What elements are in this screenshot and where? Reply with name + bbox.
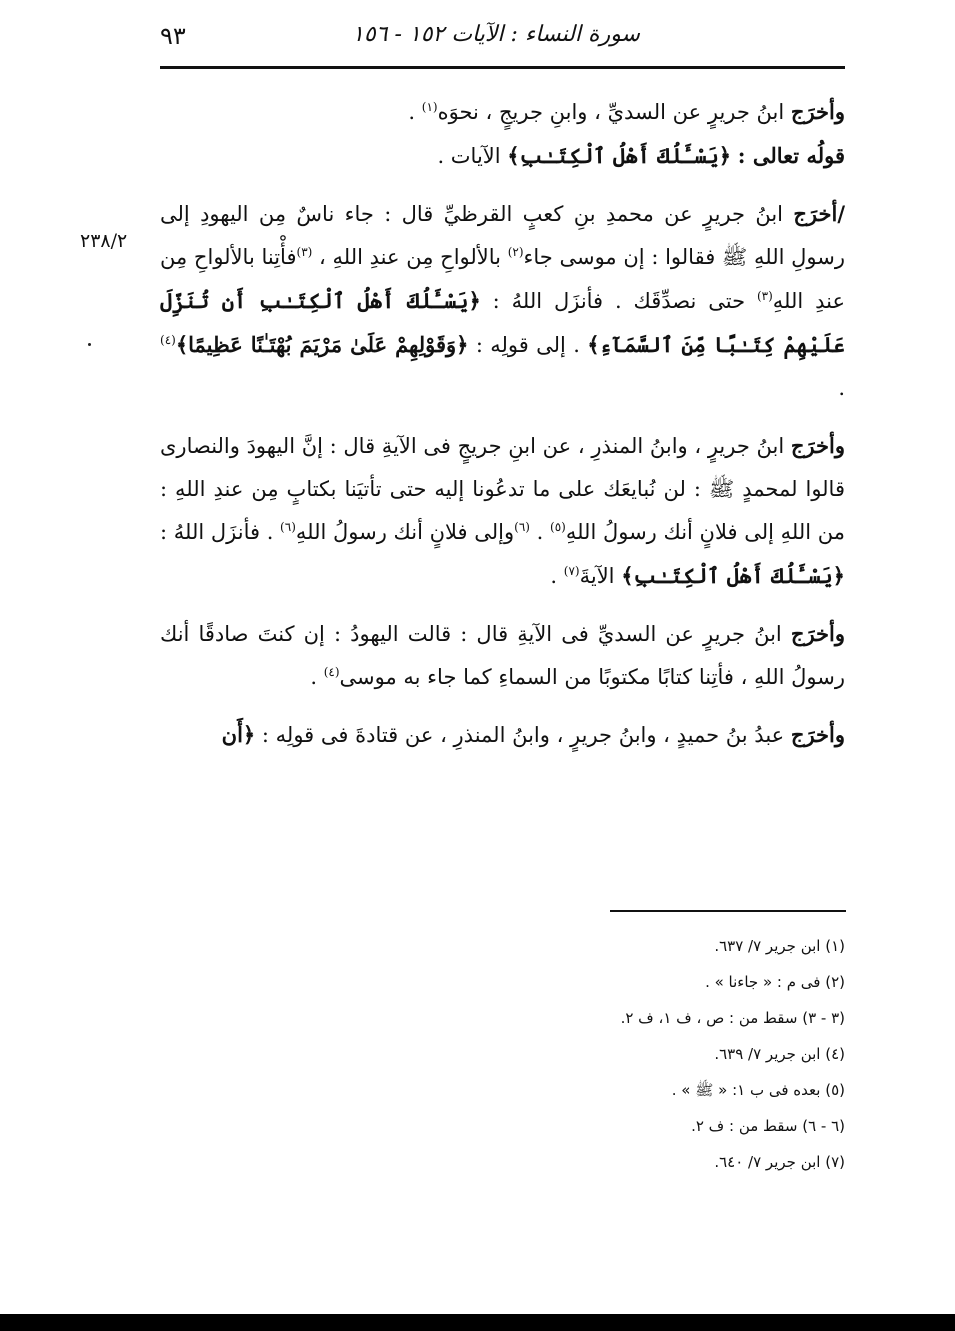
footnote-ref: (٣)	[296, 245, 313, 259]
footnote-ref: (٤)	[160, 333, 176, 347]
footnote-item: (٧) ابن جرير ٧/ ٦٤٠.	[714, 1153, 845, 1171]
paragraph-2	[160, 134, 845, 178]
footnote-item: (٢) فى م : « جاءنا » .	[705, 973, 845, 991]
paragraph-text: ابنُ جريرٍ عن السديِّ ، وابنِ جريجٍ ، نحوَه	[437, 100, 785, 124]
paragraph-tail: .	[310, 665, 324, 689]
lead-word: وأخرَج	[790, 722, 845, 747]
footnotes	[345, 928, 845, 1180]
footnote-ref: (٤)	[323, 665, 340, 679]
quran-quote: ﴿يَسْـَٔلُكَ أَهْلُ ٱلْكِتَـٰبِ﴾	[621, 563, 845, 588]
footnote-item: (٤) ابن جرير ٧/ ٦٣٩.	[714, 1045, 845, 1063]
footnote-ref: (٣)	[756, 289, 773, 303]
margin-reference: ٢٣٨/٢	[80, 230, 128, 252]
margin-dot	[88, 343, 91, 346]
footnote-ref: (٢)	[507, 245, 524, 259]
paragraph-text: الآيات .	[437, 144, 508, 168]
paragraph-text: بالألواحِ مِن عندِ اللهِ ،	[312, 245, 508, 269]
paragraph-6	[160, 713, 845, 757]
running-header	[160, 18, 840, 58]
scan-edge-bar	[0, 1314, 955, 1331]
paragraph-5	[160, 612, 845, 699]
paragraph-tail: .	[550, 564, 564, 588]
paragraph-text: الآيةَ	[579, 564, 622, 588]
chapter-title: سورة النساء : الآيات ١٥٢ - ١٥٦	[352, 22, 640, 47]
lead-word: وأخرَج	[790, 621, 845, 646]
footnote-item: (٣ - ٣) سقط من : ص ، ف ١، ف ٢.	[620, 1009, 845, 1027]
footnote-item: (١) ابن جرير ٧/ ٦٣٧.	[714, 937, 845, 955]
quran-quote: ﴿وَقَوْلِهِمْ عَلَىٰ مَرْيَمَ بُهْتَـٰنًا عَظِيمًا﴾	[175, 332, 469, 357]
paragraph-text: ابنُ جريرٍ عن السديِّ فى الآيةِ قال : قالت اليهودُ : إن كنتَ صادقًا أنك رسولُ اللهِ ، فأتِنا كتابًا مكتوبًا من السماءِ كما جاء به موسى	[160, 622, 845, 689]
paragraph-tail: .	[838, 376, 845, 400]
paragraph-text: ابنُ جريرٍ ، وابنُ المنذرِ ، عن ابنِ جريجٍ فى الآيةِ قال : إنَّ اليهودَ والنصارى قالوا لمحمدٍ ﷺ : لن نُبايعَك على ما تدعُونا إليه حتى تأتيَنا بكتابٍ مِن عندِ اللهِ : من اللهِ إلى فلانٍ أنك رسولُ اللهِ	[160, 434, 846, 544]
paragraph-text: .	[529, 520, 551, 544]
paragraph-3	[160, 192, 845, 410]
quran-quote: ﴿يَسْـَٔلُكَ أَهْلُ ٱلْكِتَـٰبِ أَن تُنَزِّلَ عَلَيْهِمْ كِتَـٰبًا مِّنَ ٱلسَّمَآءِ﴾	[160, 288, 845, 357]
quran-quote: ﴿أَن	[221, 722, 256, 747]
footnote-rule	[610, 910, 846, 912]
lead-word: قولُه تعالى :	[737, 143, 845, 168]
footnote-ref: (٦)	[280, 520, 296, 534]
paragraph-text: . فأنزَل اللهُ :	[160, 520, 281, 544]
footnote-ref: (٦)	[514, 520, 530, 534]
paragraph-text: عبدُ بنُ حميدٍ ، وابنُ جريرٍ ، وابنُ المنذرِ ، عن قتادةَ فى قولِه :	[255, 723, 785, 747]
quran-quote: ﴿يَسْـَٔلُكَ أَهْلُ ٱلْكِتَـٰبِ﴾	[507, 143, 732, 168]
lead-word: وأخرَج	[790, 433, 845, 458]
paragraph-text: ابنُ جريرٍ عن محمدِ بنِ كعبٍ القرظيِّ قال : جاء ناسٌ مِن اليهودِ إلى رسولِ اللهِ ﷺ فقالوا : إن موسى جاء	[160, 202, 845, 269]
footnote-ref: (٧)	[563, 564, 580, 578]
footnote-item: (٥) بعده فى ب ١: « ﷺ » .	[671, 1081, 845, 1099]
lead-word: /أخرَج	[793, 201, 845, 226]
footnote-item: (٦ - ٦) سقط من : ف ٢.	[691, 1117, 845, 1135]
main-text	[160, 90, 845, 757]
lead-word: وأخرَج	[790, 99, 845, 124]
paragraph-tail: .	[408, 100, 422, 124]
paragraph-1	[160, 90, 845, 134]
footnote-ref: (١)	[421, 100, 438, 114]
footnote-ref: (٥)	[550, 520, 566, 534]
page-number: ٩٣	[160, 22, 186, 50]
paragraph-4	[160, 424, 845, 598]
paragraph-text: حتى نصدِّقَك . فأنزَل اللهُ :	[480, 289, 757, 313]
paragraph-text: . إلى قولِه :	[468, 333, 588, 357]
header-rule	[160, 66, 845, 69]
paragraph-text: فأْتِنا بالألواحِ مِن عندِ اللهِ	[160, 245, 846, 313]
paragraph-text: وإلى فلانٍ أنك رسولُ اللهِ	[295, 520, 515, 544]
